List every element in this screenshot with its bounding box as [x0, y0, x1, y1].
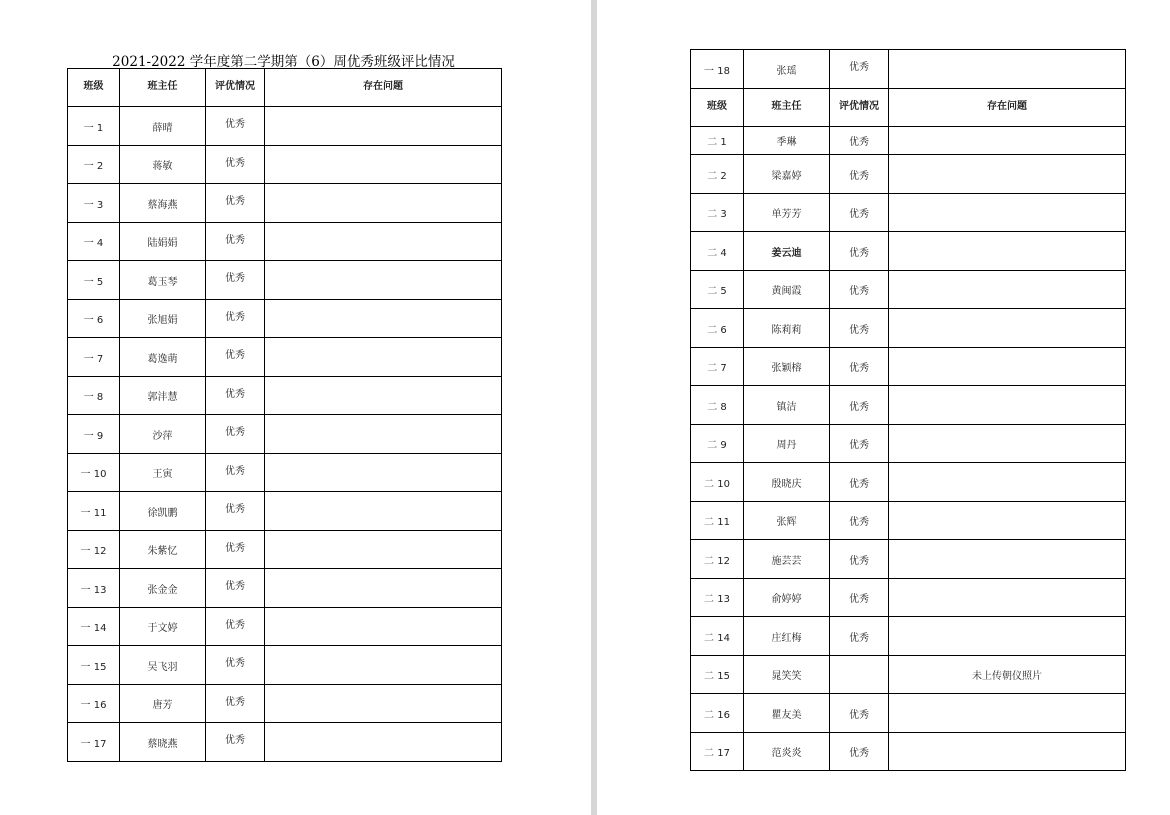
issue-cell — [889, 617, 1126, 656]
class-cell: 一 12 — [68, 531, 120, 569]
issue-cell — [265, 531, 502, 569]
table-row — [691, 348, 1126, 386]
class-cell: 一 8 — [68, 377, 120, 415]
issue-cell — [265, 107, 502, 146]
rating-cell: 优秀 — [830, 155, 889, 194]
rating-cell: 优秀 — [830, 232, 889, 271]
class-cell: 二 13 — [691, 579, 744, 617]
table-row — [691, 386, 1126, 425]
table-row — [68, 492, 502, 531]
rating-cell: 优秀 — [830, 425, 889, 463]
class-cell: 一 3 — [68, 184, 120, 223]
table-row — [68, 454, 502, 492]
teacher-cell: 蔡海燕 — [120, 184, 206, 223]
class-cell: 二 17 — [691, 733, 744, 771]
table-row — [691, 194, 1126, 232]
table-row — [68, 608, 502, 646]
table-row — [691, 733, 1126, 771]
teacher-cell: 单芳芳 — [744, 194, 830, 232]
class-cell: 一 2 — [68, 146, 120, 184]
issue-cell — [889, 540, 1126, 579]
teacher-cell: 张旭娟 — [120, 300, 206, 338]
issue-cell — [889, 309, 1126, 348]
table-row — [691, 127, 1126, 155]
table-row — [68, 377, 502, 415]
teacher-cell: 张辉 — [744, 502, 830, 540]
class-cell: 一 7 — [68, 338, 120, 377]
issue-cell — [265, 608, 502, 646]
teacher-cell: 季琳 — [744, 127, 830, 155]
rating-cell: 优秀 — [830, 540, 889, 579]
table-row — [691, 425, 1126, 463]
rating-cell: 优秀 — [206, 569, 265, 608]
rating-cell: 优秀 — [206, 608, 265, 646]
table-row — [68, 646, 502, 685]
table-row — [691, 232, 1126, 271]
class-cell: 二 7 — [691, 348, 744, 386]
rating-cell: 优秀 — [830, 271, 889, 309]
table-row — [68, 685, 502, 723]
class-cell: 二 12 — [691, 540, 744, 579]
table-row — [68, 223, 502, 261]
table-row — [68, 569, 502, 608]
issue-cell — [265, 454, 502, 492]
teacher-cell: 张瑶 — [744, 50, 830, 89]
class-cell: 二 3 — [691, 194, 744, 232]
teacher-cell: 张颖榕 — [744, 348, 830, 386]
issue-cell — [889, 425, 1126, 463]
issue-cell — [889, 194, 1126, 232]
header-rating: 评优情况 — [206, 69, 265, 107]
issue-cell — [265, 223, 502, 261]
teacher-cell: 蒋敏 — [120, 146, 206, 184]
rating-cell: 优秀 — [830, 579, 889, 617]
table-row — [691, 155, 1126, 194]
header-issues: 存在问题 — [889, 89, 1126, 127]
class-cell: 二 16 — [691, 694, 744, 733]
class-cell: 一 1 — [68, 107, 120, 146]
issue-cell: 未上传朝仪照片 — [889, 656, 1126, 694]
header-teacher: 班主任 — [120, 69, 206, 107]
issue-cell — [889, 232, 1126, 271]
issue-cell — [889, 502, 1126, 540]
class-cell: 一 5 — [68, 261, 120, 300]
header-issues: 存在问题 — [265, 69, 502, 107]
issue-cell — [265, 146, 502, 184]
rating-cell: 优秀 — [206, 531, 265, 569]
issue-cell — [265, 184, 502, 223]
teacher-cell: 姜云迪 — [744, 232, 830, 271]
class-cell: 二 4 — [691, 232, 744, 271]
issue-cell — [265, 261, 502, 300]
issue-cell — [889, 271, 1126, 309]
class-cell: 二 5 — [691, 271, 744, 309]
issue-cell — [265, 415, 502, 454]
rating-cell: 优秀 — [830, 463, 889, 502]
rating-cell: 优秀 — [206, 646, 265, 685]
issue-cell — [889, 386, 1126, 425]
teacher-cell: 陆娟娟 — [120, 223, 206, 261]
rating-cell: 优秀 — [206, 723, 265, 762]
issue-cell — [265, 723, 502, 762]
teacher-cell: 王寅 — [120, 454, 206, 492]
teacher-cell: 葛逸萌 — [120, 338, 206, 377]
rating-cell: 优秀 — [206, 107, 265, 146]
rating-cell: 优秀 — [206, 492, 265, 531]
issue-cell — [265, 300, 502, 338]
page-divider — [591, 0, 597, 815]
teacher-cell: 殷晓庆 — [744, 463, 830, 502]
class-cell: 二 2 — [691, 155, 744, 194]
class-cell: 二 14 — [691, 617, 744, 656]
rating-cell: 优秀 — [206, 377, 265, 415]
rating-cell: 优秀 — [830, 50, 889, 89]
rating-cell: 优秀 — [830, 694, 889, 733]
class-cell: 一 15 — [68, 646, 120, 685]
class-cell: 一 14 — [68, 608, 120, 646]
class-cell: 二 11 — [691, 502, 744, 540]
class-cell: 二 8 — [691, 386, 744, 425]
teacher-cell: 于文婷 — [120, 608, 206, 646]
class-cell: 一 16 — [68, 685, 120, 723]
table-header-row — [68, 69, 502, 107]
teacher-cell: 黄闽霞 — [744, 271, 830, 309]
rating-cell: 优秀 — [206, 415, 265, 454]
teacher-cell: 范炎炎 — [744, 733, 830, 771]
teacher-cell: 梁嘉婷 — [744, 155, 830, 194]
table-row — [68, 146, 502, 184]
issue-cell — [889, 127, 1126, 155]
table-row — [68, 723, 502, 762]
rating-cell: 优秀 — [206, 223, 265, 261]
issue-cell — [265, 377, 502, 415]
rating-cell: 优秀 — [206, 184, 265, 223]
teacher-cell: 施芸芸 — [744, 540, 830, 579]
issue-cell — [889, 463, 1126, 502]
teacher-cell: 朱紫忆 — [120, 531, 206, 569]
issue-cell — [889, 50, 1126, 89]
issue-cell — [889, 694, 1126, 733]
table-row — [691, 617, 1126, 656]
table-row — [691, 579, 1126, 617]
table-row — [68, 261, 502, 300]
rating-cell: 优秀 — [206, 146, 265, 184]
class-cell: 一 17 — [68, 723, 120, 762]
rating-cell: 优秀 — [206, 338, 265, 377]
class-cell: 二 6 — [691, 309, 744, 348]
rating-cell: 优秀 — [206, 454, 265, 492]
class-cell: 一 4 — [68, 223, 120, 261]
class-cell: 二 1 — [691, 127, 744, 155]
class-cell: 二 9 — [691, 425, 744, 463]
class-cell: 二 15 — [691, 656, 744, 694]
rating-cell: 优秀 — [206, 685, 265, 723]
issue-cell — [265, 685, 502, 723]
table-row — [68, 107, 502, 146]
issue-cell — [889, 348, 1126, 386]
class-cell: 一 13 — [68, 569, 120, 608]
teacher-cell: 蔡晓燕 — [120, 723, 206, 762]
header-rating: 评优情况 — [830, 89, 889, 127]
header-teacher: 班主任 — [744, 89, 830, 127]
table-row — [691, 694, 1126, 733]
table-row — [691, 656, 1126, 694]
teacher-cell: 镇洁 — [744, 386, 830, 425]
rating-cell: 优秀 — [206, 300, 265, 338]
table-row — [68, 531, 502, 569]
header-class: 班级 — [691, 89, 744, 127]
class-cell: 二 10 — [691, 463, 744, 502]
issue-cell — [889, 733, 1126, 771]
table-row — [68, 415, 502, 454]
issue-cell — [265, 338, 502, 377]
teacher-cell: 陈莉莉 — [744, 309, 830, 348]
table-row — [691, 502, 1126, 540]
teacher-cell: 郭沣慧 — [120, 377, 206, 415]
issue-cell — [889, 579, 1126, 617]
left-rating-table — [67, 68, 502, 762]
table-row — [691, 463, 1126, 502]
class-cell: 一 9 — [68, 415, 120, 454]
teacher-cell: 张金金 — [120, 569, 206, 608]
rating-cell: 优秀 — [830, 194, 889, 232]
teacher-cell: 薛晴 — [120, 107, 206, 146]
table-row — [68, 300, 502, 338]
class-cell: 一 11 — [68, 492, 120, 531]
teacher-cell: 葛玉琴 — [120, 261, 206, 300]
teacher-cell: 吴飞羽 — [120, 646, 206, 685]
table-row — [691, 309, 1126, 348]
rating-cell: 优秀 — [206, 261, 265, 300]
teacher-cell: 晁笑笑 — [744, 656, 830, 694]
teacher-cell: 沙萍 — [120, 415, 206, 454]
issue-cell — [265, 646, 502, 685]
rating-cell: 优秀 — [830, 309, 889, 348]
rating-cell: 优秀 — [830, 127, 889, 155]
rating-cell: 优秀 — [830, 348, 889, 386]
teacher-cell: 徐凯鹏 — [120, 492, 206, 531]
teacher-cell: 庄红梅 — [744, 617, 830, 656]
class-cell: 一 18 — [691, 50, 744, 89]
table-row — [68, 338, 502, 377]
page-title: 2021-2022 学年度第二学期第（6）周优秀班级评比情况 — [112, 54, 455, 70]
class-cell: 一 6 — [68, 300, 120, 338]
table-row — [691, 540, 1126, 579]
table-row — [691, 50, 1126, 89]
rating-cell: 优秀 — [830, 733, 889, 771]
rating-cell: 优秀 — [830, 386, 889, 425]
teacher-cell: 瞿友美 — [744, 694, 830, 733]
issue-cell — [265, 569, 502, 608]
teacher-cell: 唐芳 — [120, 685, 206, 723]
teacher-cell: 俞婷婷 — [744, 579, 830, 617]
teacher-cell: 周丹 — [744, 425, 830, 463]
table-row — [68, 184, 502, 223]
table-header-row — [691, 89, 1126, 127]
rating-cell — [830, 656, 889, 694]
class-cell: 一 10 — [68, 454, 120, 492]
table-row — [691, 271, 1126, 309]
issue-cell — [265, 492, 502, 531]
right-rating-table — [690, 49, 1126, 771]
rating-cell: 优秀 — [830, 617, 889, 656]
rating-cell: 优秀 — [830, 502, 889, 540]
issue-cell — [889, 155, 1126, 194]
header-class: 班级 — [68, 69, 120, 107]
